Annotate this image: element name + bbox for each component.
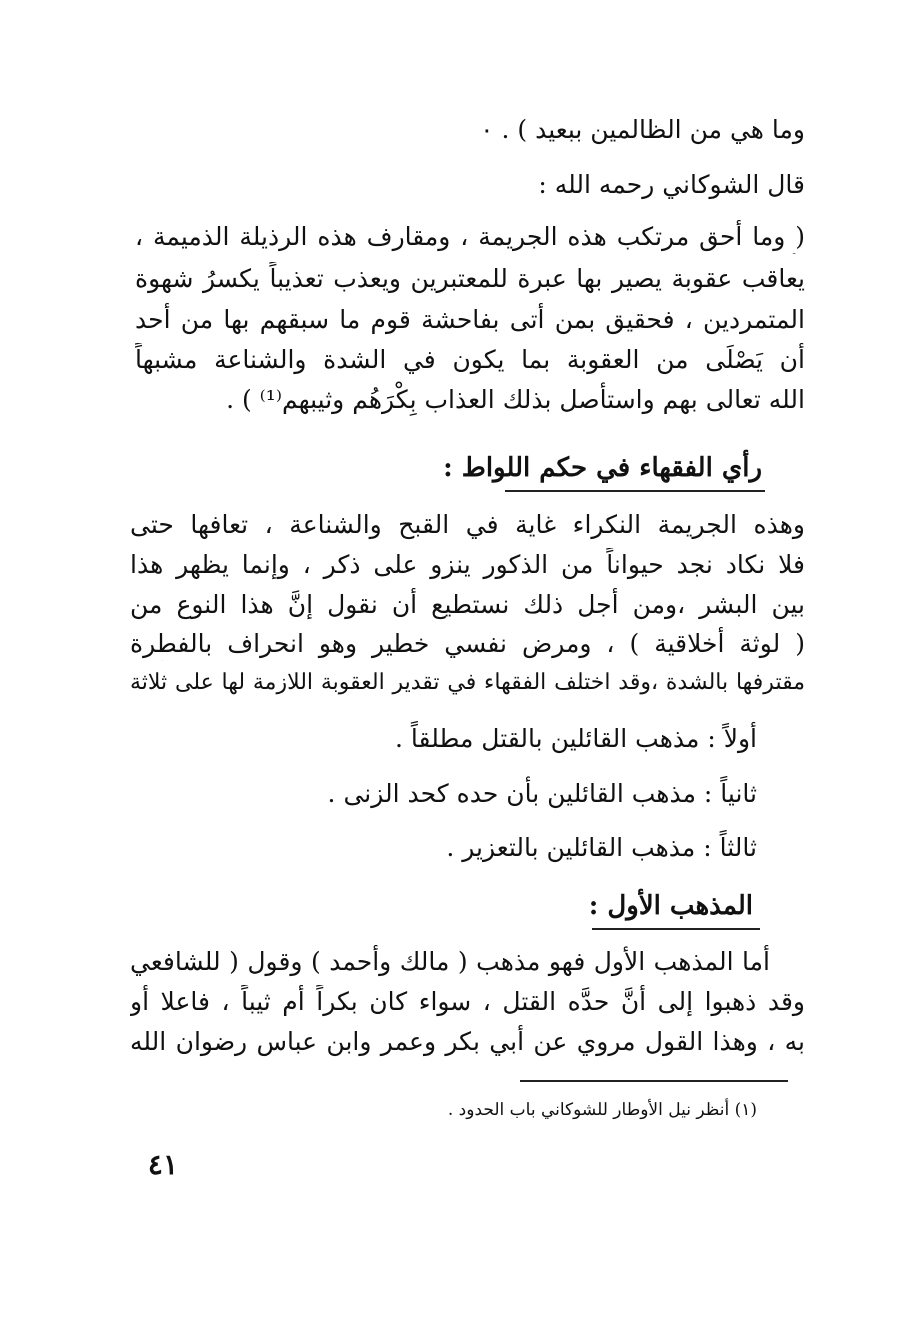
quote-line: أن يَصْلَى من العقوبة بما يكون في الشدة والشناعة مشبهاً [135,345,805,374]
quote-line: يعاقب عقوبة يصير بها عبرة للمعتبرين ويعذب تعذيباً يكسرُ شهوة [135,264,805,293]
paragraph-line: مقترفها بالشدة ،وقد اختلف الفقهاء في تقدير العقوبة اللازمة لها على ثلاثة [130,670,805,695]
section-heading: المذهب الأول : [588,891,753,921]
paragraph-line: أما المذهب الأول فهو مذهب ( مالك وأحمد ) وقول ( للشافعي [130,947,770,976]
paragraph-line: به ، وهذا القول مروي عن أبي بكر وعمر وابن عباس رضوان الله [130,1027,805,1056]
footnote-rule [520,1080,788,1082]
paragraph-line: وهذه الجريمة النكراء غاية في القبح والشناعة ، تعافها حتى [130,510,805,539]
list-item: ثانياً : مذهب القائلين بأن حده كحد الزنى . [327,779,757,808]
quote-line: الله تعالى بهم واستأصل بذلك العذاب بِكْرَهُم وثيبهم⁽¹⁾ ) . [226,385,805,414]
heading-underline [505,490,765,492]
quote-line: ( وما أحق مرتكب هذه الجريمة ، ومقارف هذه الرذيلة الذميمة ، [135,222,805,251]
paragraph-line: فلا نكاد نجد حيواناً من الذكور ينزو على ذكر ، وإنما يظهر هذا [130,550,805,579]
page-number: ٤١ [147,1148,178,1181]
paragraph-line: بين البشر ،ومن أجل ذلك نستطيع أن نقول إنَّ هذا النوع من [130,590,805,619]
quote-line: المتمردين ، فحقيق بمن أتى بفاحشة قوم ما سبقهم بها من أحد [135,305,805,334]
paragraph-line: ( لوثة أخلاقية ) ، ومرض نفسي خطير وهو انحراف بالفطرة [130,629,805,658]
footnote: (١) أنظر نيل الأوطار للشوكاني باب الحدود . [447,1100,757,1120]
section-heading: رأي الفقهاء في حكم اللواط : [443,453,762,483]
list-item: ثالثاً : مذهب القائلين بالتعزير . [446,833,757,862]
heading-underline [592,928,760,930]
list-item: أولاً : مذهب القائلين بالقتل مطلقاً . [395,724,757,753]
text-line: قال الشوكاني رحمه الله : [538,170,805,199]
paragraph-line: وقد ذهبوا إلى أنَّ حدَّه القتل ، سواء كان بكراً أم ثيباً ، فاعلا أو [130,987,805,1016]
text-line: وما هي من الظالمين ببعيد ) . ٠ [480,115,805,144]
